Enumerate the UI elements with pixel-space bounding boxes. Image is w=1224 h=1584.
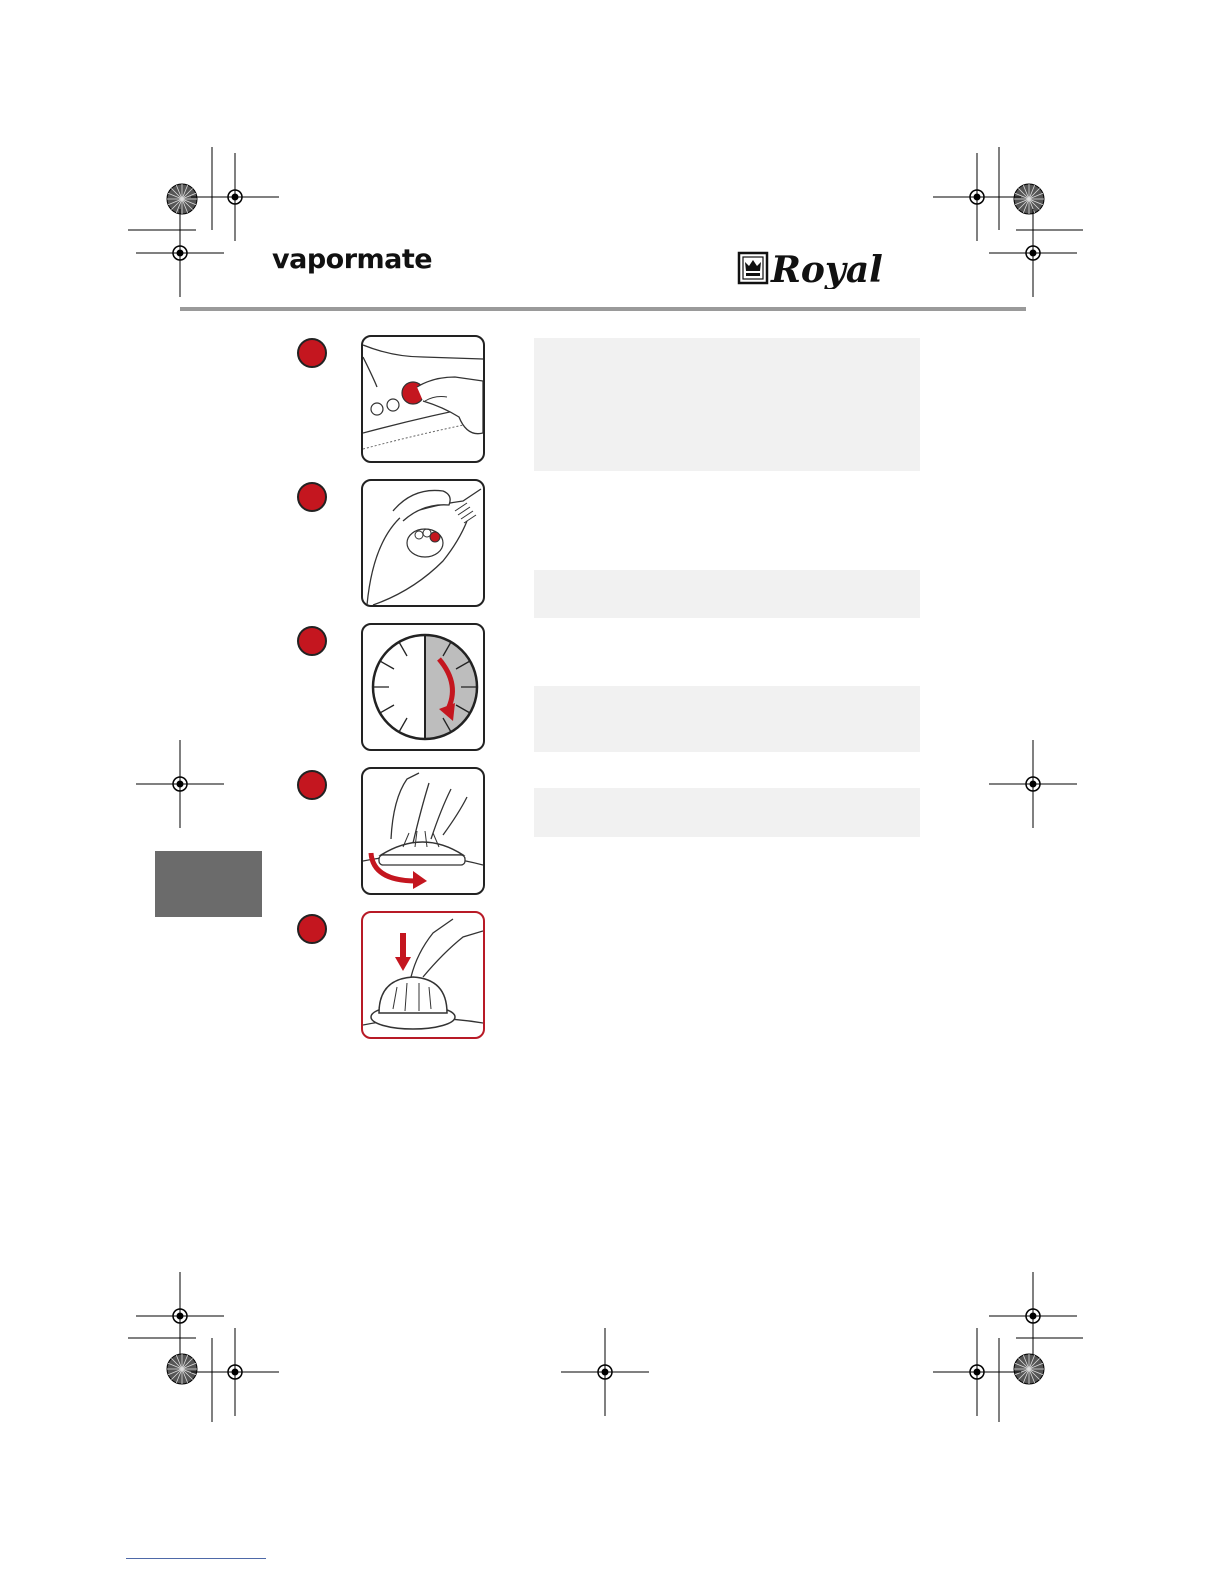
illustration-step-2 [361, 479, 485, 607]
step-marker-3 [297, 626, 327, 656]
color-wheel-icon [1014, 1354, 1044, 1384]
registration-mark-icon [933, 153, 1021, 241]
text-panel-step-1 [534, 338, 920, 471]
text-panel-step-4 [534, 788, 920, 837]
registration-mark-icon [136, 209, 224, 297]
illustration-step-4 [361, 767, 485, 895]
registration-mark-icon [933, 1328, 1021, 1416]
illustration-step-3 [361, 623, 485, 751]
iron-handle-grip-icon [363, 481, 483, 605]
registration-mark-icon [191, 1328, 279, 1416]
registration-mark-icon [136, 1272, 224, 1360]
registration-mark-icon [136, 740, 224, 828]
product-name: vapormate [272, 244, 433, 275]
press-cap-down-icon [363, 913, 483, 1037]
step-marker-5 [297, 914, 327, 944]
registration-mark-icon [191, 153, 279, 241]
crown-emblem-icon [739, 253, 767, 283]
press-red-button-icon [363, 337, 483, 461]
header-rule [180, 307, 1026, 311]
illustration-step-1 [361, 335, 485, 463]
step-marker-4 [297, 770, 327, 800]
registration-mark-icon [989, 209, 1077, 297]
color-wheel-icon [1014, 184, 1044, 214]
step-marker-1 [297, 338, 327, 368]
text-panel-step-2 [534, 570, 920, 618]
registration-mark-icon [989, 740, 1077, 828]
illustration-step-5 [361, 911, 485, 1039]
registration-mark-icon [989, 1272, 1077, 1360]
temperature-dial-icon [363, 625, 483, 749]
brand-logo [737, 249, 917, 293]
section-tab [155, 851, 262, 917]
brand-logo-text: Royal [771, 249, 883, 289]
text-panel-step-3 [534, 686, 920, 752]
color-wheel-icon [167, 1354, 197, 1384]
unscrew-cap-icon [363, 769, 483, 893]
footer-line [126, 1558, 266, 1559]
color-wheel-icon [167, 184, 197, 214]
registration-mark-icon [561, 1328, 649, 1416]
step-marker-2 [297, 482, 327, 512]
